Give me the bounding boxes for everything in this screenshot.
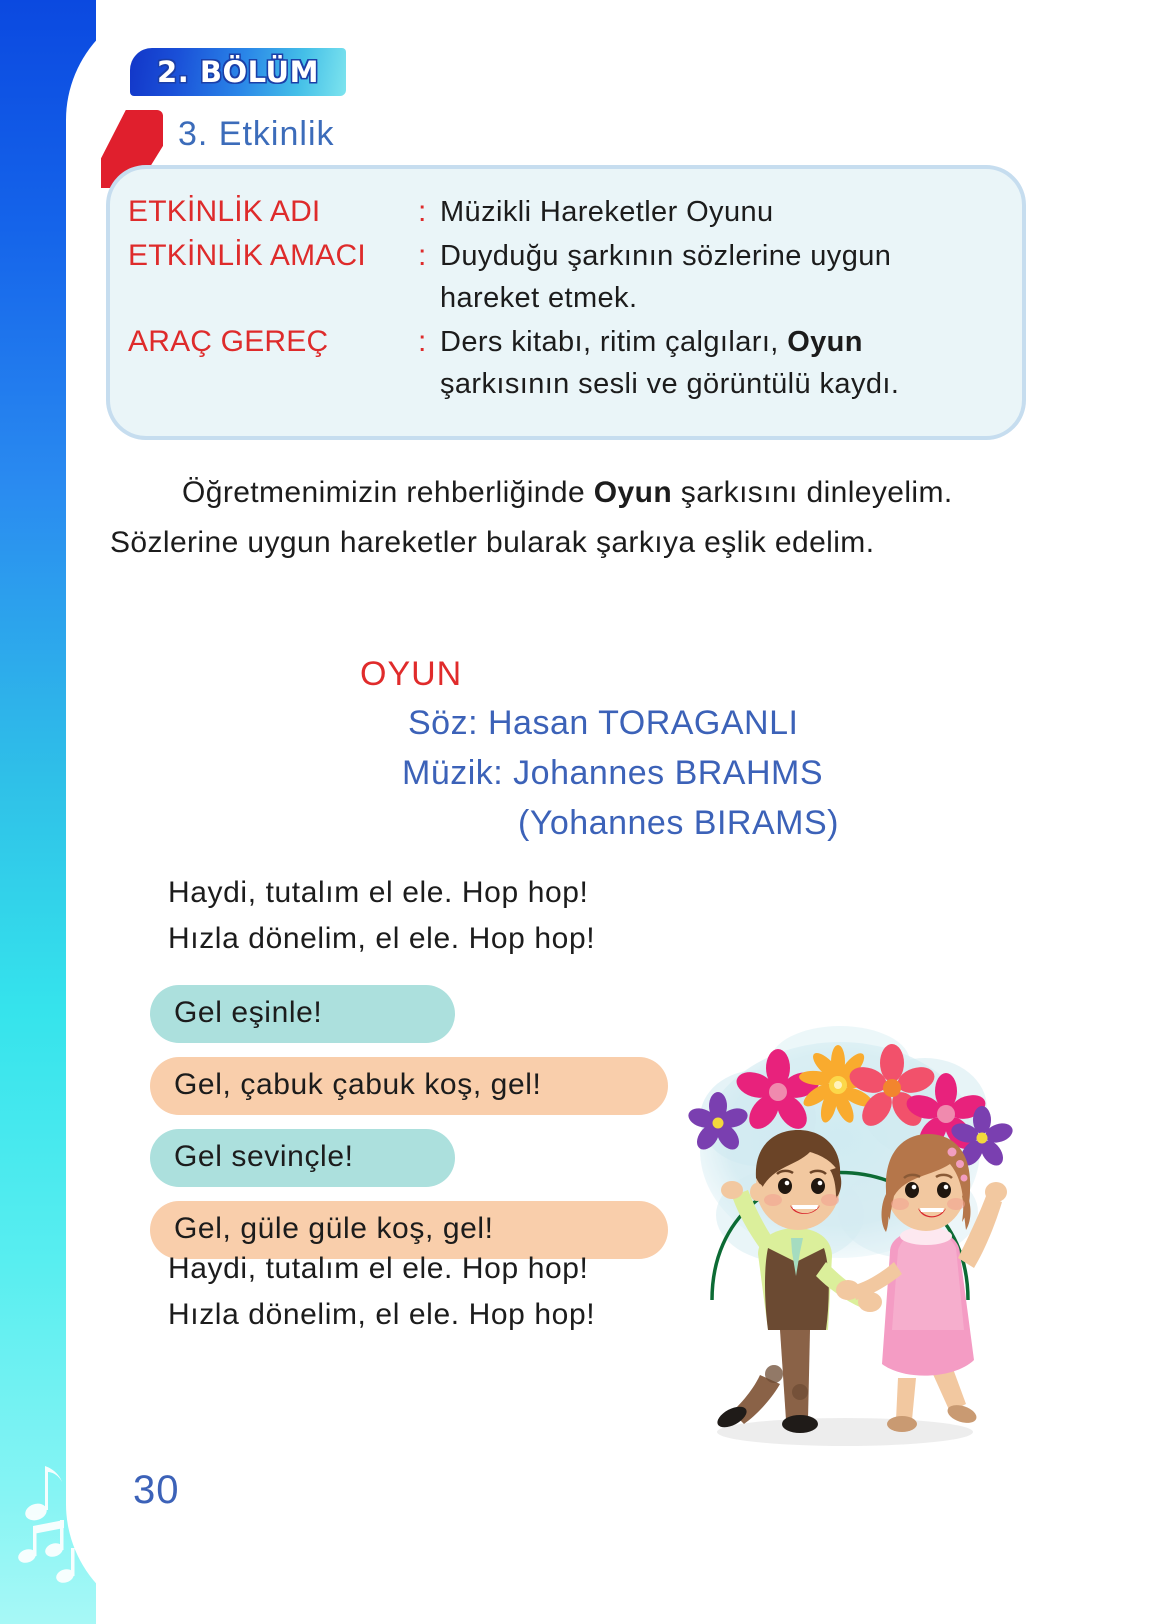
lyrics-line: Hızla dönelim, el ele. Hop hop! xyxy=(168,922,596,955)
page-number: 30 xyxy=(133,1468,180,1512)
lyrics-pill: Gel sevinçle! xyxy=(150,1129,455,1187)
lyrics-line: Hızla dönelim, el ele. Hop hop! xyxy=(168,1298,596,1331)
song-credits-block xyxy=(360,650,920,848)
info-value-activity-goal: Duyduğu şarkının sözlerine uygun hareket etmek. xyxy=(440,240,892,314)
info-label-activity-goal: ETKİNLİK AMACI xyxy=(128,239,366,272)
info-row-activity-goal xyxy=(128,235,994,319)
lyrics-verse-bottom xyxy=(168,1246,595,1338)
chapter-badge xyxy=(130,48,346,96)
info-label-materials: ARAÇ GEREÇ xyxy=(128,325,329,358)
ground-shadow xyxy=(717,1418,973,1446)
song-composer-pronunciation: (Yohannes BIRAMS) xyxy=(518,804,839,842)
intro-song-name: Oyun xyxy=(593,476,673,509)
lyrics-pill: Gel, çabuk çabuk koş, gel! xyxy=(150,1057,668,1115)
lyrics-pill: Gel eşinle! xyxy=(150,985,455,1043)
info-colon: : xyxy=(418,239,427,272)
song-lyricist: Söz: Hasan TORAGANLI xyxy=(408,704,799,742)
song-title: OYUN xyxy=(360,655,463,693)
activity-heading: 3. Etkinlik xyxy=(178,115,335,153)
info-label-activity-name: ETKİNLİK ADI xyxy=(128,195,321,228)
lyrics-verse-top xyxy=(168,870,595,962)
info-value-materials xyxy=(440,321,994,405)
activity-info-box xyxy=(106,165,1026,440)
lyrics-line: Haydi, tutalım el ele. Hop hop! xyxy=(168,876,589,909)
intro-text-part1: Öğretmenimizin rehberliğinde xyxy=(182,476,594,509)
lyrics-line: Haydi, tutalım el ele. Hop hop! xyxy=(168,1252,589,1285)
lyrics-pill: Gel, güle güle koş, gel! xyxy=(150,1201,668,1259)
info-row-activity-name xyxy=(128,191,994,233)
info-colon: : xyxy=(418,195,427,228)
intro-paragraph xyxy=(110,468,1010,568)
info-row-materials xyxy=(128,321,994,405)
info-value-activity-name: Müzikli Hareketler Oyunu xyxy=(440,196,774,228)
info-colon: : xyxy=(418,325,427,358)
song-composer: Müzik: Johannes BRAHMS xyxy=(402,754,824,792)
materials-song-name: Oyun xyxy=(787,326,863,358)
chapter-badge-label: 2. BÖLÜM xyxy=(157,55,319,89)
lyrics-pill-group xyxy=(150,985,710,1273)
intro-text-part2: şarkısını dinleyelim. Sözlerine uygun hareketler bularak şarkıya eşlik edelim. xyxy=(110,476,953,559)
materials-text-pre: Ders kitabı, ritim çalgıları, xyxy=(440,326,788,358)
illustration-children-dancing xyxy=(640,1000,1040,1470)
materials-text-post: şarkısının sesli ve görüntülü kaydı. xyxy=(440,368,900,400)
